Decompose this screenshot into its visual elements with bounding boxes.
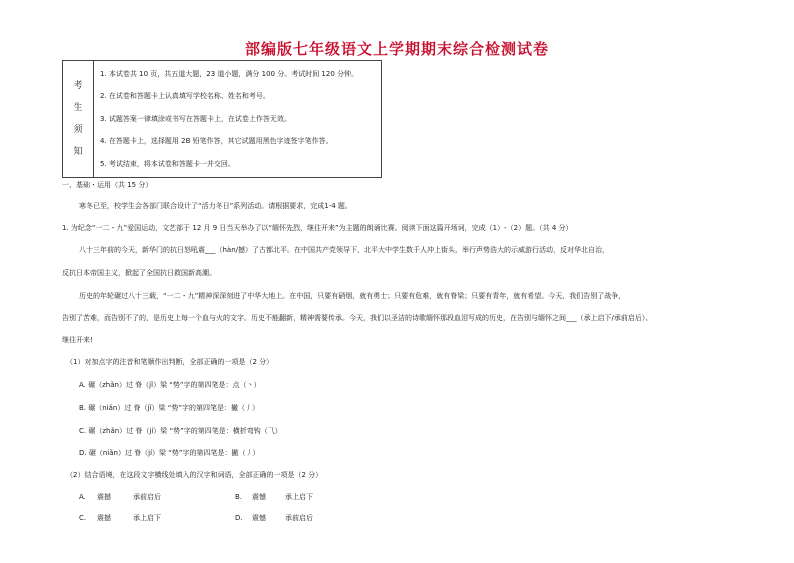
sub-question-2-option-phrase: 承上启下 [285, 493, 313, 501]
notice-label-char: 考 [73, 80, 83, 91]
sub-question-2-option-phrase: 承前启后 [285, 514, 313, 522]
sub-question-2-option-word: 震憾 [252, 493, 266, 501]
sub-question-2-option-letter: A. [79, 493, 86, 501]
notice-label-char: 须 [73, 124, 83, 135]
passage-paragraph-2-line: 继往开来! [62, 336, 93, 344]
notice-label-char: 生 [73, 102, 83, 113]
exam-notice-table [62, 60, 382, 178]
notice-item: 4. 在答题卡上，选择题用 2B 铅笔作答，其它试题用黑色字迹签字笔作答。 [100, 137, 333, 146]
sub-question-1-option: C. 碾（zhǎn）过 脊（jí）梁 “势”字的第四笔是：横折弯钩（⺄） [79, 427, 282, 435]
sub-question-1-option: B. 碾（niǎn）过 脊（jǐ）梁 “势”字的第四笔是：撇（丿） [79, 404, 259, 412]
sub-question-1: （1）对加点字的注音和笔顺作出判断，全部正确的一项是（2 分） [66, 358, 274, 366]
section-intro: 寒冬已至，校学生会各部门联合设计了“活力冬日”系列活动。请根据要求，完成1-4 题。 [79, 202, 352, 210]
sub-question-2-option-word: 震憾 [252, 514, 266, 522]
notice-item: 5. 考试结束，将本试卷和答题卡一并交回。 [100, 159, 235, 168]
sub-question-1-option: D. 碾（niǎn）过 脊（jí）梁 “势”字的第四笔是：撇（丿） [79, 449, 260, 457]
section-heading: 一、基础・运用（共 15 分） [62, 181, 153, 189]
sub-question-2-option-letter: C. [79, 514, 87, 522]
notice-items [94, 61, 382, 178]
sub-question-1-option: A. 碾（zhǎn）过 脊（jǐ）梁 “势”字的第四笔是：点（丶） [79, 381, 261, 389]
sub-question-2-option-word: 震撼 [97, 514, 111, 522]
passage-paragraph-2-line: 告别了苦难，而告别不了的，是历史上每一个血与火的文字。历史不能翻新，精神需要传承。今天，我们以圣洁的诗歌缅怀那段血泪写成的历史，在告别与缅怀之间___（承上启下/承前启后）、 [62, 314, 653, 322]
notice-label [63, 61, 94, 178]
notice-item: 1. 本试卷共 10 页，共五道大题，23 道小题，满分 100 分。考试时间 120 分钟。 [100, 70, 359, 78]
notice-label-char: 知 [73, 146, 83, 157]
passage-paragraph-1-line: 反抗日本帝国主义，掀起了全国抗日救国新高潮。 [62, 269, 216, 277]
sub-question-2-option-phrase: 承上启下 [133, 514, 161, 522]
sub-question-2-option-letter: B. [235, 493, 243, 501]
sub-question-2: （2）结合语境，在这段文字横线处填入的汉字和词语，全部正确的一项是（2 分） [66, 471, 323, 479]
notice-item: 3. 试题答案一律填涂或书写在答题卡上，在试卷上作答无效。 [100, 114, 291, 123]
sub-question-2-option-letter: D. [235, 514, 243, 522]
passage-paragraph-2-line: 历史的年轮碾过八十三载，“一二・九”精神深深刻进了中华大地上。在中国，只要有硝烟，就有勇士；只要有危难，就有脊梁；只要有青年，就有希望。今天，我们告别了战争， [79, 292, 626, 300]
sub-question-2-option-word: 震撼 [97, 493, 111, 501]
question-1-stem: 1. 为纪念“一二・九”爱国运动，文艺部于 12 月 9 日当天举办了以“缅怀先烈，继往开来”为主题的朗诵比赛。阅读下面这篇开场词，完成（1）-（2）题。（共 4 分） [62, 224, 573, 232]
passage-paragraph-1-line: 八十三年前的今天，新华门的抗日怒吼震___（hàn/撼）了古都北平。在中国共产党领导下，北平大中学生数千人冲上街头，举行声势浩大的示威游行活动，反对华北自治， [79, 246, 610, 254]
notice-item: 2. 在试卷和答题卡上认真填写学校名称、姓名和考号。 [100, 92, 270, 101]
page-title: 部编版七年级语文上学期期末综合检测试卷 [244, 40, 549, 58]
sub-question-2-option-phrase: 承前启后 [133, 493, 161, 501]
